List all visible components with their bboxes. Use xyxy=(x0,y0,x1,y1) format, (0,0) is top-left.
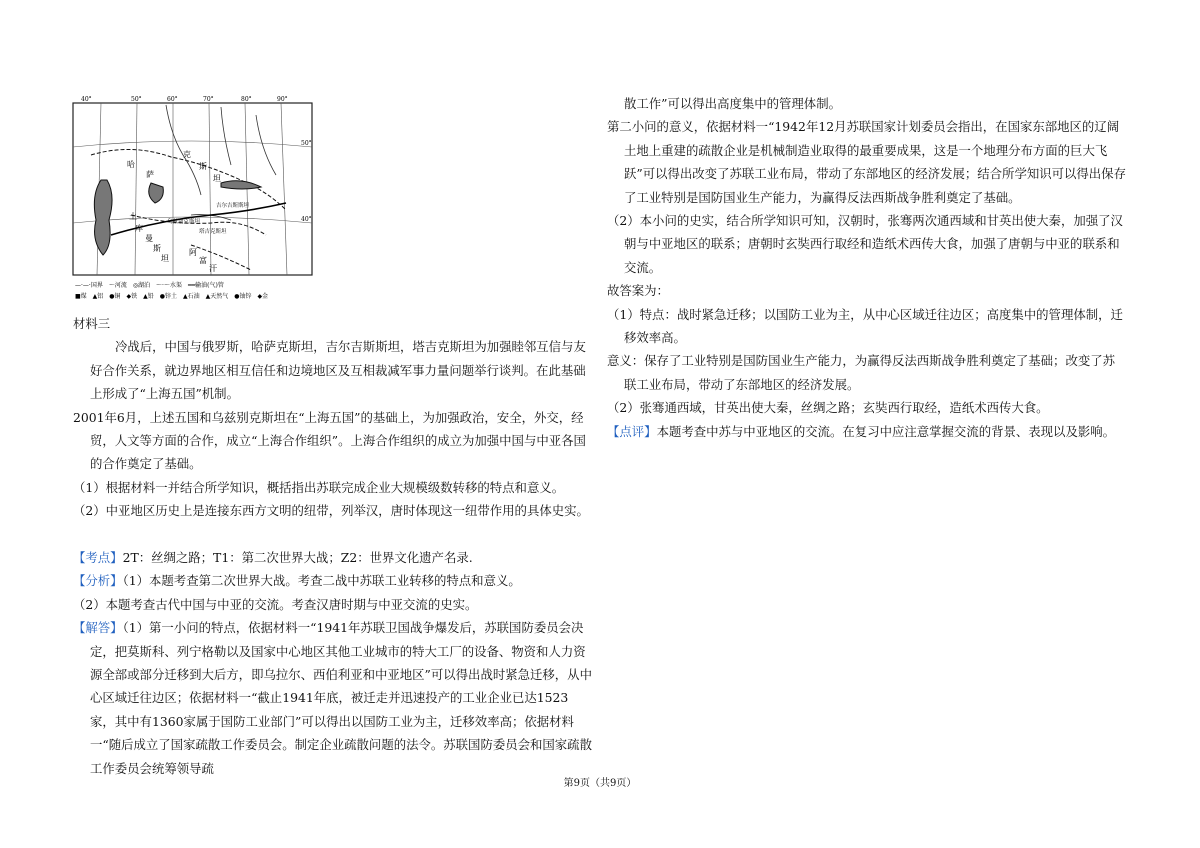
answer-1: （1）特点：战时紧急迁移；以国防工业为主，从中心区域迁往边区；高度集中的管理体制，迁移效率高。 xyxy=(607,306,1123,346)
answer-intro: 故答案为： xyxy=(607,283,669,299)
map-legend-row2: ■煤 ▲铝 ●铜 ◆铁 ▲铅 ●锌土 ▲石油 ▲天然气 ●铀锌 ◆金 xyxy=(75,293,269,300)
place-fu: 富 xyxy=(199,256,207,265)
dianping xyxy=(607,420,1127,443)
kaodian-text: 2T：丝绸之路；T1：第二次世界大战；Z2：世界文化遗产名录. xyxy=(122,550,473,566)
material3-paragraph-2: 2001年6月，上述五国和乌兹别克斯坦在“上海五国”的基础上，为加强政治，安全，外交，经贸，人文等方面的合作，成立“上海合作组织”。上海合作组织的成立为加强中国与中亚各国的合作奠定了基础。 xyxy=(73,409,586,472)
right-column xyxy=(607,92,1127,443)
answer-meaning: 意义：保存了工业特别是国防国业生产能力，为赢得反法西斯战争胜利奠定了基础；改变了苏联工业布局，带动了东部地区的经济发展。 xyxy=(607,353,1116,392)
material3-title: 材料三 xyxy=(73,316,111,331)
map-legend-row1: —·—·国界 ～河流 ◎湖泊 ～·～水渠 ━━输油(气)管 xyxy=(75,282,224,289)
central-asia-map xyxy=(71,95,314,303)
place-si2: 斯 xyxy=(153,244,161,253)
place-si: 斯 xyxy=(199,162,207,171)
answer-2: （2）张骞通西域，甘英出使大秦，丝绸之路；玄奘西行取经，造纸术西传大食。 xyxy=(607,400,1049,416)
kaodian xyxy=(73,546,593,569)
lon-label-60: 60° xyxy=(167,96,178,103)
place-tajikistan: 塔吉克斯坦 xyxy=(199,229,227,235)
place-ke: 克 xyxy=(183,150,191,159)
place-kyrgyzstan: 吉尔吉斯斯坦 xyxy=(216,203,250,209)
dianping-tag: 【点评】 xyxy=(607,423,657,439)
dianping-text: 本题考查中苏与中亚地区的交流。在复习中应注意掌握交流的背景、表现以及影响。 xyxy=(656,423,1116,439)
place-uzbekistan: 乌兹别克斯坦 xyxy=(167,219,201,225)
lon-label-40: 40° xyxy=(81,96,92,103)
left-column xyxy=(73,312,593,780)
place-a: 阿 xyxy=(189,248,197,257)
lat-label-50: 50° xyxy=(301,140,312,147)
fenxi-text: （1）本题考查第二次世界大战。考查二战中苏联工业转移的特点和意义。 xyxy=(122,573,521,589)
fenxi-2: （2）本题考查古代中国与中亚的交流。考查汉唐时期与中亚交流的史实。 xyxy=(73,596,478,612)
lon-label-90: 90° xyxy=(277,96,288,103)
fenxi xyxy=(73,569,593,592)
lat-label-40: 40° xyxy=(301,216,312,223)
lon-label-80: 80° xyxy=(241,96,252,103)
place-tan: 坦 xyxy=(213,174,221,183)
jieda-continuation: 散工作”可以得出高度集中的管理体制。 xyxy=(624,96,841,111)
question-2: （2）中亚地区历史上是连接东西方文明的纽带，列举汉，唐时体现这一纽带作用的具体史实。 xyxy=(73,503,589,519)
map-svg xyxy=(71,95,314,303)
lon-label-70: 70° xyxy=(203,96,214,103)
fenxi-tag: 【分析】 xyxy=(73,573,123,589)
question-1: （1）根据材料一并结合所学知识，概括指出苏联完成企业大规模级数转移的特点和意义。 xyxy=(73,479,565,495)
history-paragraph: （2）本小问的史实，结合所学知识可知，汉朝时，张骞两次通西域和甘英出使大秦，加强了汉朝与中亚地区的联系；唐朝时玄奘西行取经和造纸术西传大食，加强了唐朝与中亚的联系和交流。 xyxy=(607,213,1123,275)
place-man: 曼 xyxy=(145,234,153,243)
lon-label-50: 50° xyxy=(131,96,142,103)
page-footer: 第9页（共9页） xyxy=(563,778,637,789)
material3-paragraph-1: 冷战后，中国与俄罗斯，哈萨克斯坦，吉尔吉斯斯坦，塔吉克斯坦为加强睦邻互信与友好合作关系，就边界地区相互信任和边境地区及互相裁减军事力量问题举行谈判。在此基础上形成了“上海五国”机制。 xyxy=(90,339,586,402)
place-tan2: 坦 xyxy=(161,254,169,263)
place-han: 汗 xyxy=(209,264,217,273)
meaning-paragraph: 第二小问的意义，依据材料一“1942年12月苏联国家计划委员会指出，在国家东部地区的辽阔土地上重建的疏散企业是机械制造业取得的最重要成果，这是一个地理分布方面的巨大飞跃”可以得出改变了苏联工业布局，带动了东部地区的经济发展；结合所学知识可以得出保存了工业特别是国防国业生产能力，为赢得反法西斯战争胜利奠定了基础。 xyxy=(607,119,1126,205)
kaodian-tag: 【考点】 xyxy=(73,550,123,566)
jieda-text: （1）第一小问的特点，依据材料一“1941年苏联卫国战争爆发后，苏联国防委员会决定，把莫斯科、列宁格勒以及国家中心地区其他工业城市的特大工厂的设备、物资和人力资源全部或部分迁移到大后方，即乌拉尔、西伯利亚和中亚地区”可以得出战时紧急迁移，从中心区域迁往边区；依据材料一“截止1941年底，被迁走并迅速投产的工业企业已达1523家，其中有1360家属于国防工业部门”可以得出以国防工业为主，迁移效率高；依据材料一“随后成立了国家疏散工作委员会。制定企业疏散问题的法令。苏联国防委员会和国家疏散工作委员会统筹领导疏 xyxy=(90,620,592,776)
place-ku: 库 xyxy=(135,224,143,233)
place-ha: 哈 xyxy=(127,160,135,169)
jieda xyxy=(73,616,593,780)
jieda-tag: 【解答】 xyxy=(73,620,123,636)
place-sa: 萨 xyxy=(146,170,154,179)
place-tu: 土 xyxy=(129,212,137,221)
